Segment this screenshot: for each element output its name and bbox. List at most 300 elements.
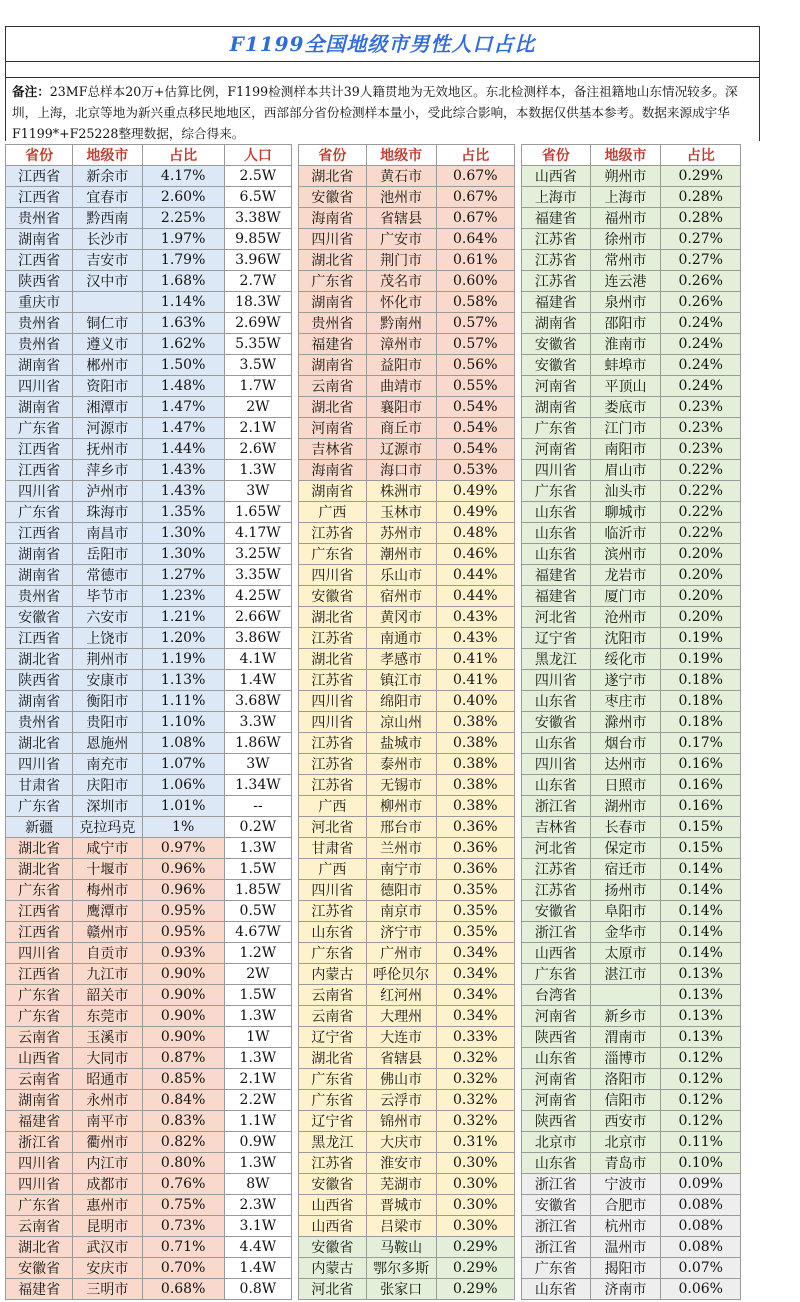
cell-ratio: 1.47% xyxy=(142,397,224,418)
cell-province: 新疆 xyxy=(6,817,73,838)
cell-province: 辽宁省 xyxy=(299,1027,367,1048)
cell-city: 大连市 xyxy=(366,1027,436,1048)
cell-ratio: 0.44% xyxy=(436,586,514,607)
cell-province: 湖北省 xyxy=(299,607,367,628)
cell-province: 山东省 xyxy=(522,775,591,796)
cell-ratio: 0.12% xyxy=(661,1069,741,1090)
cell-ratio: 1.50% xyxy=(142,355,224,376)
cell-city: 泉州市 xyxy=(590,292,661,313)
note-text: 23MF总样本20万+估算比例，F1199检测样本共计39人籍贯地为无效地区。东北检测样本，备注祖籍地山东情况较多。深圳，上海，北京等地为新兴重点移民地地区，西部部分省份检测样本量小，受此综合影响，本数据仅供基本参考。数据来源成宇华F1199*+F25228整理数据，综合得来。 xyxy=(12,84,738,141)
cell-ratio: 1.43% xyxy=(142,481,224,502)
cell-province: 江西省 xyxy=(6,439,73,460)
cell-province: 福建省 xyxy=(522,565,591,586)
table-row xyxy=(6,649,292,670)
cell-ratio: 0.34% xyxy=(436,1006,514,1027)
table-header-row xyxy=(522,145,741,166)
cell-population: 3.86W xyxy=(224,628,291,649)
cell-province: 福建省 xyxy=(299,334,367,355)
cell-province: 广东省 xyxy=(299,271,367,292)
cell-city: 孝感市 xyxy=(366,649,436,670)
cell-city: 宁波市 xyxy=(590,1174,661,1195)
cell-province: 安徽省 xyxy=(522,334,591,355)
cell-province: 山西省 xyxy=(6,1048,73,1069)
table-row xyxy=(299,817,515,838)
cell-ratio: 0.68% xyxy=(142,1279,224,1300)
table-row xyxy=(299,733,515,754)
cell-city: 安康市 xyxy=(73,670,142,691)
table-row xyxy=(6,880,292,901)
cell-ratio: 0.36% xyxy=(436,859,514,880)
cell-ratio: 0.36% xyxy=(436,838,514,859)
cell-province: 广东省 xyxy=(299,1090,367,1111)
cell-ratio: 0.41% xyxy=(436,649,514,670)
table-row xyxy=(299,649,515,670)
cell-ratio: 0.22% xyxy=(661,502,741,523)
cell-ratio: 1.79% xyxy=(142,250,224,271)
cell-province: 广东省 xyxy=(6,1006,73,1027)
cell-population: 2.3W xyxy=(224,1195,291,1216)
cell-province: 山西省 xyxy=(522,166,591,187)
cell-ratio: 0.96% xyxy=(142,880,224,901)
table-row xyxy=(6,586,292,607)
cell-ratio: 0.67% xyxy=(436,166,514,187)
cell-province: 广西 xyxy=(299,796,367,817)
cell-city: 南充市 xyxy=(73,754,142,775)
cell-province: 贵州省 xyxy=(6,313,73,334)
table-row xyxy=(522,943,741,964)
table-row xyxy=(299,1237,515,1258)
cell-city: 芜湖市 xyxy=(366,1174,436,1195)
cell-province: 安徽省 xyxy=(522,1195,591,1216)
cell-city: 金华市 xyxy=(590,922,661,943)
cell-province: 湖北省 xyxy=(299,1048,367,1069)
cell-province: 安徽省 xyxy=(299,586,367,607)
table-row xyxy=(299,985,515,1006)
cell-city: 黄石市 xyxy=(366,166,436,187)
cell-province: 福建省 xyxy=(522,208,591,229)
cell-population: 6.5W xyxy=(224,187,291,208)
cell-ratio: 0.26% xyxy=(661,292,741,313)
table-row xyxy=(299,439,515,460)
table-row xyxy=(522,250,741,271)
cell-province: 江苏省 xyxy=(522,271,591,292)
cell-province: 广东省 xyxy=(6,796,73,817)
cell-city: 大理州 xyxy=(366,1006,436,1027)
cell-province: 重庆市 xyxy=(6,292,73,313)
table-row xyxy=(299,397,515,418)
table-row xyxy=(6,523,292,544)
cell-province: 云南省 xyxy=(6,1069,73,1090)
cell-province: 甘肃省 xyxy=(299,838,367,859)
cell-province: 福建省 xyxy=(522,586,591,607)
cell-population: 1.5W xyxy=(224,859,291,880)
cell-city: 聊城市 xyxy=(590,502,661,523)
cell-province: 江西省 xyxy=(6,922,73,943)
cell-city: 新乡市 xyxy=(590,1006,661,1027)
table-row xyxy=(6,901,292,922)
cell-province: 河北省 xyxy=(522,607,591,628)
cell-ratio: 0.30% xyxy=(436,1195,514,1216)
cell-population: 3.1W xyxy=(224,1216,291,1237)
cell-ratio: 1.43% xyxy=(142,460,224,481)
cell-city: 达州市 xyxy=(590,754,661,775)
cell-ratio: 0.38% xyxy=(436,796,514,817)
table-row xyxy=(299,187,515,208)
cell-population: 1.3W xyxy=(224,1006,291,1027)
cell-city: 毕节市 xyxy=(73,586,142,607)
table-row xyxy=(522,208,741,229)
cell-city: 南宁市 xyxy=(366,859,436,880)
cell-province: 广东省 xyxy=(6,502,73,523)
cell-ratio: 0.71% xyxy=(142,1237,224,1258)
cell-province: 安徽省 xyxy=(299,1174,367,1195)
cell-province: 江西省 xyxy=(6,187,73,208)
table-row xyxy=(6,565,292,586)
cell-province: 陕西省 xyxy=(6,670,73,691)
cell-province: 四川省 xyxy=(6,481,73,502)
cell-population: 1.1W xyxy=(224,1111,291,1132)
page-title: F1199全国地级市男性人口占比 xyxy=(5,26,760,62)
table-row xyxy=(6,775,292,796)
table-row xyxy=(6,796,292,817)
table-row xyxy=(6,229,292,250)
cell-ratio: 0.22% xyxy=(661,460,741,481)
table-row xyxy=(299,292,515,313)
table-row xyxy=(299,334,515,355)
table-row xyxy=(6,166,292,187)
cell-province: 安徽省 xyxy=(299,1237,367,1258)
table-row xyxy=(299,607,515,628)
table-row xyxy=(522,292,741,313)
cell-city: 新余市 xyxy=(73,166,142,187)
cell-ratio: 2.25% xyxy=(142,208,224,229)
cell-province: 江西省 xyxy=(6,628,73,649)
cell-ratio: 0.54% xyxy=(436,418,514,439)
cell-city: 海口市 xyxy=(366,460,436,481)
table-row xyxy=(522,334,741,355)
cell-city: 绥化市 xyxy=(590,649,661,670)
table-row xyxy=(522,229,741,250)
cell-province: 广东省 xyxy=(522,481,591,502)
cell-ratio: 1.13% xyxy=(142,670,224,691)
cell-city: 渭南市 xyxy=(590,1027,661,1048)
table-row xyxy=(6,670,292,691)
table-row xyxy=(6,397,292,418)
table-row xyxy=(299,1048,515,1069)
table-row xyxy=(299,376,515,397)
cell-population: 3.68W xyxy=(224,691,291,712)
cell-ratio: 0.49% xyxy=(436,502,514,523)
cell-city: 江门市 xyxy=(590,418,661,439)
cell-city: 鹰潭市 xyxy=(73,901,142,922)
table-row xyxy=(522,691,741,712)
cell-city: 衢州市 xyxy=(73,1132,142,1153)
cell-city: 怀化市 xyxy=(366,292,436,313)
table-row xyxy=(522,1027,741,1048)
cell-province: 贵州省 xyxy=(6,586,73,607)
cell-city: 泸州市 xyxy=(73,481,142,502)
table-3 xyxy=(521,144,741,1300)
table-row xyxy=(299,880,515,901)
table-header-row xyxy=(6,145,292,166)
cell-ratio: 0.54% xyxy=(436,439,514,460)
cell-city xyxy=(73,292,142,313)
table-row xyxy=(6,1237,292,1258)
cell-province: 山东省 xyxy=(522,691,591,712)
table-row xyxy=(522,775,741,796)
cell-province: 江西省 xyxy=(6,250,73,271)
cell-city: 朔州市 xyxy=(590,166,661,187)
cell-city: 吉安市 xyxy=(73,250,142,271)
cell-city: 龙岩市 xyxy=(590,565,661,586)
cell-province: 云南省 xyxy=(299,376,367,397)
table-row xyxy=(299,1006,515,1027)
table-row xyxy=(299,250,515,271)
cell-ratio: 1.27% xyxy=(142,565,224,586)
cell-city: 青岛市 xyxy=(590,1153,661,1174)
table-row xyxy=(6,460,292,481)
cell-city: 荆门市 xyxy=(366,250,436,271)
table-row xyxy=(522,922,741,943)
cell-ratio: 1.97% xyxy=(142,229,224,250)
cell-population: 3.5W xyxy=(224,355,291,376)
cell-city: 漳州市 xyxy=(366,334,436,355)
cell-province: 江苏省 xyxy=(299,733,367,754)
cell-province: 四川省 xyxy=(6,376,73,397)
cell-city: 省辖县 xyxy=(366,208,436,229)
cell-ratio: 0.16% xyxy=(661,754,741,775)
cell-city: 扬州市 xyxy=(590,880,661,901)
table-row xyxy=(299,670,515,691)
table-row xyxy=(6,1153,292,1174)
cell-city: 九江市 xyxy=(73,964,142,985)
cell-province: 山西省 xyxy=(299,1216,367,1237)
cell-ratio: 0.19% xyxy=(661,649,741,670)
cell-city: 岳阳市 xyxy=(73,544,142,565)
table-row xyxy=(6,859,292,880)
cell-city: 济宁市 xyxy=(366,922,436,943)
table-row xyxy=(299,1111,515,1132)
cell-ratio: 0.14% xyxy=(661,943,741,964)
cell-province: 江苏省 xyxy=(299,754,367,775)
cell-city: 淄博市 xyxy=(590,1048,661,1069)
cell-province: 甘肃省 xyxy=(6,775,73,796)
cell-ratio: 0.48% xyxy=(436,523,514,544)
table-row xyxy=(299,838,515,859)
cell-province: 江苏省 xyxy=(522,250,591,271)
cell-ratio: 0.22% xyxy=(661,523,741,544)
cell-ratio: 0.96% xyxy=(142,859,224,880)
table-row xyxy=(299,1216,515,1237)
cell-population: 1.65W xyxy=(224,502,291,523)
table-row xyxy=(522,502,741,523)
cell-city: 玉林市 xyxy=(366,502,436,523)
cell-province: 福建省 xyxy=(6,1279,73,1300)
table-row xyxy=(299,586,515,607)
table-row xyxy=(6,1195,292,1216)
cell-ratio: 2.60% xyxy=(142,187,224,208)
table-row xyxy=(522,1216,741,1237)
cell-ratio: 0.07% xyxy=(661,1258,741,1279)
table-row xyxy=(6,544,292,565)
cell-province: 湖北省 xyxy=(299,166,367,187)
table-row xyxy=(299,460,515,481)
cell-province: 辽宁省 xyxy=(299,1111,367,1132)
cell-population: 2.6W xyxy=(224,439,291,460)
cell-province: 台湾省 xyxy=(522,985,591,1006)
cell-province: 山东省 xyxy=(522,1153,591,1174)
table-row xyxy=(6,271,292,292)
cell-ratio: 0.30% xyxy=(436,1216,514,1237)
cell-ratio: 0.11% xyxy=(661,1132,741,1153)
cell-city: 珠海市 xyxy=(73,502,142,523)
table-row xyxy=(6,733,292,754)
table-row xyxy=(6,1258,292,1279)
cell-city: 绵阳市 xyxy=(366,691,436,712)
cell-province: 浙江省 xyxy=(522,796,591,817)
table-row xyxy=(522,460,741,481)
cell-province: 广东省 xyxy=(522,1258,591,1279)
table-row xyxy=(6,817,292,838)
cell-city: 鄂尔多斯 xyxy=(366,1258,436,1279)
cell-province: 河北省 xyxy=(299,817,367,838)
cell-ratio: 0.28% xyxy=(661,208,741,229)
cell-ratio: 0.15% xyxy=(661,817,741,838)
cell-province: 湖南省 xyxy=(299,355,367,376)
cell-city: 阜阳市 xyxy=(590,901,661,922)
cell-ratio: 1.30% xyxy=(142,523,224,544)
table-row xyxy=(522,1153,741,1174)
table-row xyxy=(522,1132,741,1153)
cell-ratio: 1.11% xyxy=(142,691,224,712)
cell-ratio: 0.29% xyxy=(436,1279,514,1300)
cell-city: 株洲市 xyxy=(366,481,436,502)
cell-city: 常德市 xyxy=(73,565,142,586)
cell-city: 上海市 xyxy=(590,187,661,208)
cell-city: 汉中市 xyxy=(73,271,142,292)
cell-province: 四川省 xyxy=(6,1153,73,1174)
cell-province: 湖南省 xyxy=(6,544,73,565)
cell-ratio: 0.12% xyxy=(661,1048,741,1069)
cell-ratio: 0.13% xyxy=(661,964,741,985)
table-row xyxy=(6,250,292,271)
cell-province: 湖南省 xyxy=(6,397,73,418)
cell-ratio: 0.32% xyxy=(436,1090,514,1111)
table-row xyxy=(522,355,741,376)
cell-ratio: 0.20% xyxy=(661,544,741,565)
cell-city: 贵阳市 xyxy=(73,712,142,733)
cell-population: 2.66W xyxy=(224,607,291,628)
cell-city: 西安市 xyxy=(590,1111,661,1132)
cell-population: 2.1W xyxy=(224,418,291,439)
cell-ratio: 0.53% xyxy=(436,460,514,481)
cell-city: 惠州市 xyxy=(73,1195,142,1216)
cell-province: 河南省 xyxy=(522,1090,591,1111)
cell-province: 四川省 xyxy=(6,943,73,964)
cell-province: 湖南省 xyxy=(6,565,73,586)
cell-ratio: 0.13% xyxy=(661,1006,741,1027)
table-row xyxy=(299,1153,515,1174)
cell-population: 0.8W xyxy=(224,1279,291,1300)
cell-province: 辽宁省 xyxy=(522,628,591,649)
cell-ratio: 1.06% xyxy=(142,775,224,796)
cell-province: 河南省 xyxy=(522,439,591,460)
cell-province: 广东省 xyxy=(299,943,367,964)
table-row xyxy=(6,292,292,313)
cell-ratio: 0.27% xyxy=(661,250,741,271)
cell-province: 山东省 xyxy=(522,1048,591,1069)
cell-province: 广东省 xyxy=(6,880,73,901)
cell-province: 湖南省 xyxy=(299,292,367,313)
cell-province: 四川省 xyxy=(6,754,73,775)
cell-population: 5.35W xyxy=(224,334,291,355)
header-city: 地级市 xyxy=(590,145,661,166)
cell-ratio: 0.24% xyxy=(661,334,741,355)
cell-ratio: 0.83% xyxy=(142,1111,224,1132)
cell-ratio: 0.17% xyxy=(661,733,741,754)
cell-city: 镇江市 xyxy=(366,670,436,691)
cell-ratio: 1.08% xyxy=(142,733,224,754)
cell-population: 3W xyxy=(224,754,291,775)
cell-ratio: 0.67% xyxy=(436,208,514,229)
cell-province: 黑龙江 xyxy=(522,649,591,670)
cell-province: 吉林省 xyxy=(522,817,591,838)
cell-city: 荆州市 xyxy=(73,649,142,670)
table-row xyxy=(6,712,292,733)
cell-province: 湖南省 xyxy=(299,481,367,502)
cell-city: 凉山州 xyxy=(366,712,436,733)
cell-city: 南通市 xyxy=(366,628,436,649)
table-row xyxy=(299,1174,515,1195)
cell-province: 河南省 xyxy=(522,1069,591,1090)
cell-population: 1.5W xyxy=(224,985,291,1006)
table-row xyxy=(6,943,292,964)
cell-ratio: 0.14% xyxy=(661,922,741,943)
cell-ratio: 0.67% xyxy=(436,187,514,208)
header-city: 地级市 xyxy=(73,145,142,166)
cell-city: 湖州市 xyxy=(590,796,661,817)
table-row xyxy=(6,1006,292,1027)
cell-province: 安徽省 xyxy=(6,1258,73,1279)
table-row xyxy=(299,1027,515,1048)
table-row xyxy=(6,1027,292,1048)
cell-city: 梅州市 xyxy=(73,880,142,901)
table-row xyxy=(6,838,292,859)
cell-ratio: 0.16% xyxy=(661,796,741,817)
cell-ratio: 1.63% xyxy=(142,313,224,334)
cell-province: 云南省 xyxy=(299,985,367,1006)
cell-city: 玉溪市 xyxy=(73,1027,142,1048)
cell-city: 娄底市 xyxy=(590,397,661,418)
cell-city: 乐山市 xyxy=(366,565,436,586)
cell-city: 抚州市 xyxy=(73,439,142,460)
cell-ratio: 0.32% xyxy=(436,1111,514,1132)
table-row xyxy=(299,565,515,586)
cell-ratio: 1.48% xyxy=(142,376,224,397)
cell-province: 湖南省 xyxy=(6,691,73,712)
cell-ratio: 0.26% xyxy=(661,271,741,292)
table-row xyxy=(6,334,292,355)
cell-ratio: 0.84% xyxy=(142,1090,224,1111)
cell-ratio: 0.18% xyxy=(661,712,741,733)
cell-ratio: 0.29% xyxy=(436,1237,514,1258)
cell-ratio: 0.38% xyxy=(436,754,514,775)
cell-ratio: 0.12% xyxy=(661,1090,741,1111)
cell-ratio: 0.19% xyxy=(661,628,741,649)
cell-ratio: 0.20% xyxy=(661,565,741,586)
cell-province: 广西 xyxy=(299,502,367,523)
cell-ratio: 0.38% xyxy=(436,775,514,796)
